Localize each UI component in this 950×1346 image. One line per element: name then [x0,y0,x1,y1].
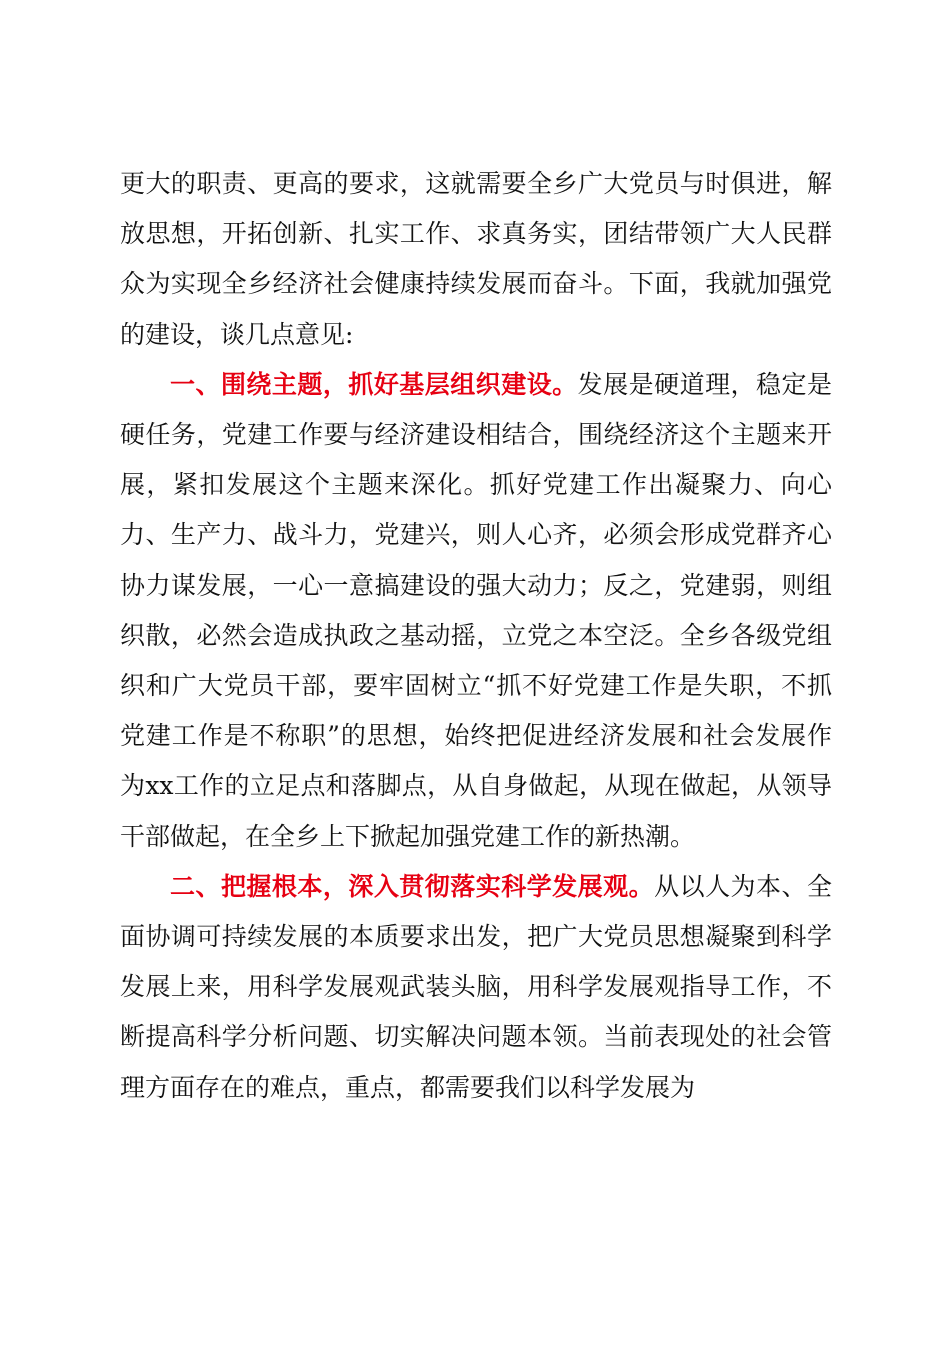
paragraph-section-two [120,862,832,1113]
paragraph-text: 从以人为本、全面协调可持续发展的本质要求出发，把广大党员思想凝聚到科学发展上来，用科学发展观武装头脑，用科学发展观指导工作，不断提高科学分析问题、切实解决问题本领。当前表现处的社会管理方面存在的难点，重点，都需要我们以科学发展为 [120,871,832,1102]
paragraph-text: 更大的职责、更高的要求，这就需要全乡广大党员与时俱进，解放思想，开拓创新、扎实工作、求真务实，团结带领广大人民群众为实现全乡经济社会健康持续发展而奋斗。下面，我就加强党的建设，谈几点意见: [120,169,832,349]
document-body [120,159,832,1113]
section-one-heading: 一、围绕主题，抓好基层组织建设。 [170,369,578,399]
paragraph-section-one [120,360,832,862]
section-two-heading: 二、把握根本，深入贯彻落实科学发展观。 [170,871,655,901]
paragraph-text: 发展是硬道理，稳定是硬任务，党建工作要与经济建设相结合，围绕经济这个主题来开展，紧扣发展这个主题来深化。抓好党建工作出凝聚力、向心力、生产力、战斗力，党建兴，则人心齐，必须会形成党群齐心协力谋发展，一心一意搞建设的强大动力；反之，党建弱，则组织散，必然会造成执政之基动摇，立党之本空泛。全乡各级党组织和广大党员干部，要牢固树立“抓不好党建工作是失职，不抓党建工作是不称职”的思想，始终把促进经济发展和社会发展作为xx工作的立足点和落脚点，从自身做起，从现在做起，从领导干部做起，在全乡上下掀起加强党建工作的新热潮。 [120,369,832,851]
paragraph-intro [120,159,832,360]
